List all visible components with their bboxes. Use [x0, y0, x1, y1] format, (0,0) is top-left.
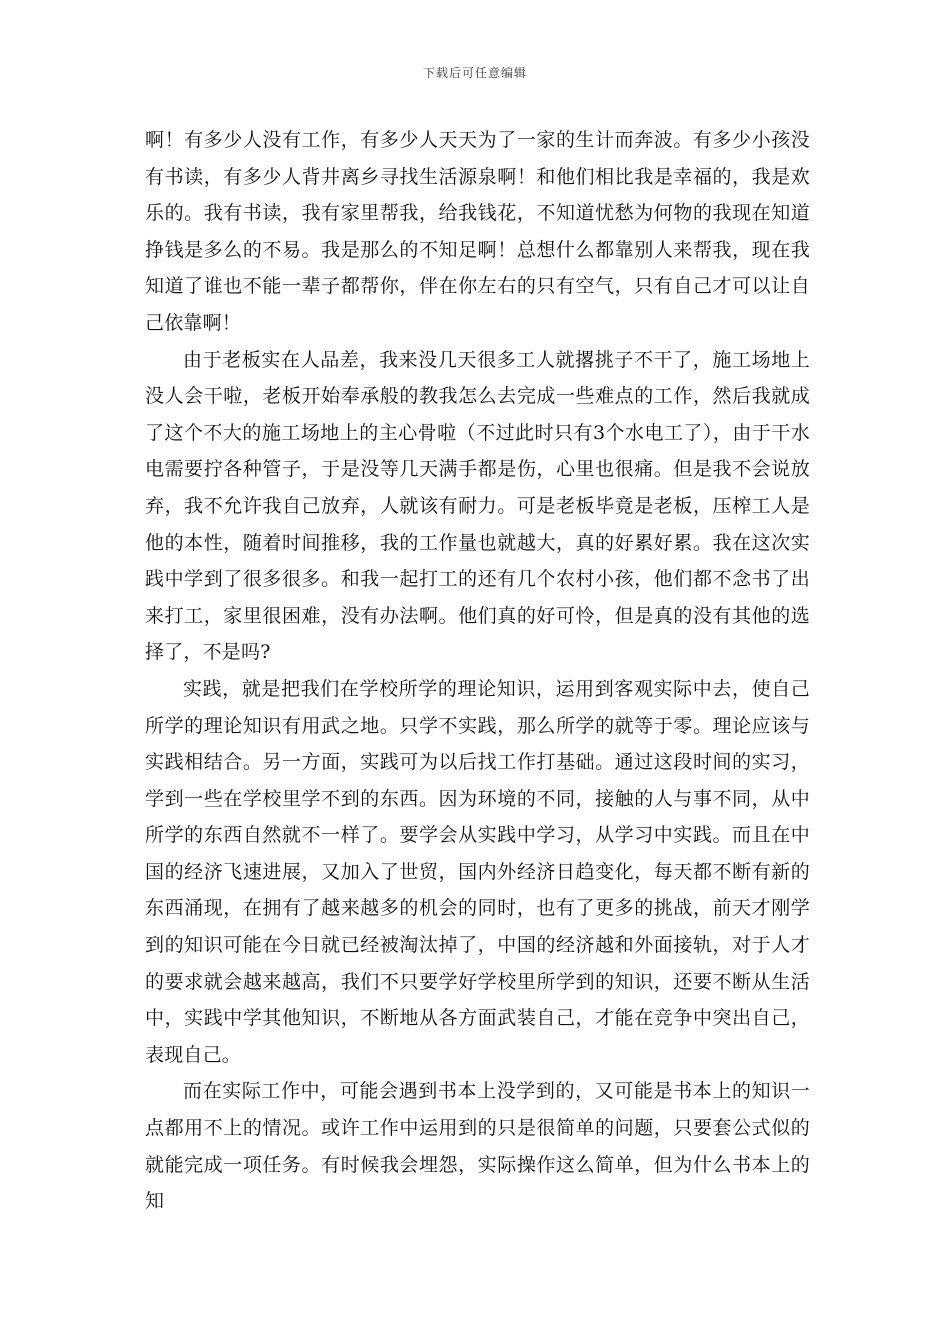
- document-body: [145, 122, 810, 1220]
- paragraph-2: 由于老板实在人品差，我来没几天很多工人就撂挑子不干了，施工场地上没人会干啦，老板开始奉承般的教我怎么去完成一些难点的工作，然后我就成了这个不大的施工场地上的主心骨啦（不过此时只有3个水电工了），由于干水电需要拧各种管子，于是没等几天满手都是伤，心里也很痛。但是我不会说放弃，我不允许我自己放弃，人就该有耐力。可是老板毕竟是老板，压榨工人是他的本性，随着时间推移，我的工作量也就越大，真的好累好累。我在这次实践中学到了很多很多。和我一起打工的还有几个农村小孩，他们都不念书了出来打工，家里很困难，没有办法啊。他们真的好可怜，但是真的没有其他的选择了，不是吗?: [145, 348, 810, 664]
- page-header: 下载后可任意编辑: [422, 66, 527, 80]
- paragraph-3: 实践，就是把我们在学校所学的理论知识，运用到客观实际中去，使自己所学的理论知识有用武之地。只学不实践，那么所学的就等于零。理论应该与实践相结合。另一方面，实践可为以后找工作打基础。通过这段时间的实习，学到一些在学校里学不到的东西。因为环境的不同，接触的人与事不同，从中所学的东西自然就不一样了。要学会从实践中学习，从学习中实践。而且在中国的经济飞速进展，又加入了世贸，国内外经济日趋变化，每天都不断有新的东西涌现，在拥有了越来越多的机会的同时，也有了更多的挑战，前天才刚学到的知识可能在今日就已经被淘汰掉了，中国的经济越和外面接轨，对于人才的要求就会越来越高，我们不只要学好学校里所学到的知识，还要不断从生活中，实践中学其他知识，不断地从各方面武装自己，才能在竞争中突出自己，表现自己。: [145, 677, 810, 1066]
- paragraph-1: 啊！有多少人没有工作，有多少人天天为了一家的生计而奔波。有多少小孩没有书读，有多少人背井离乡寻找生活源泉啊！和他们相比我是幸福的，我是欢乐的。我有书读，我有家里帮我，给我钱花，不知道忧愁为何物的我现在知道挣钱是多么的不易。我是那么的不知足啊！总想什么都靠别人来帮我，现在我知道了谁也不能一辈子都帮你，伴在你左右的只有空气，只有自己才可以让自己依靠啊！: [145, 129, 810, 334]
- paragraph-4: 而在实际工作中，可能会遇到书本上没学到的，又可能是书本上的知识一点都用不上的情况。或许工作中运用到的只是很简单的问题，只要套公式似的就能完成一项任务。有时候我会埋怨，实际操作这么简单，但为什么书本上的知: [145, 1080, 810, 1213]
